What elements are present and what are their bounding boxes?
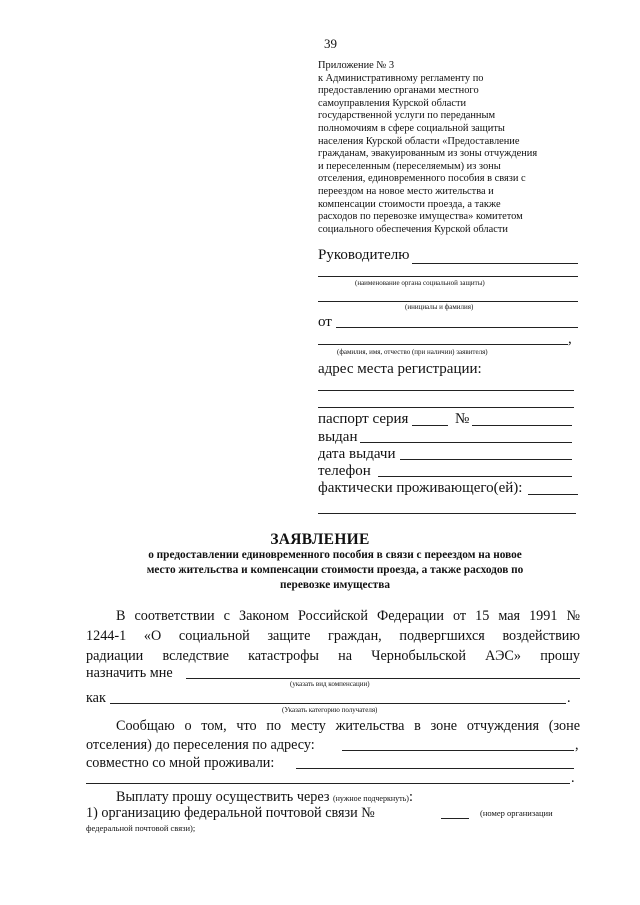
body-line: Сообщаю о том, что по месту жительства в зоне отчуждения (зоне: [116, 718, 580, 734]
issue-date-field[interactable]: [400, 459, 572, 460]
appendix-line: переездом на новое место жительства и: [318, 185, 494, 197]
appendix-line: компенсации стоимости проезда, а также: [318, 198, 501, 210]
body-line: совместно со мной проживали:: [86, 755, 275, 771]
appendix-line: самоуправления Курской области: [318, 97, 467, 109]
option-post-office[interactable]: 1) организацию федеральной почтовой связи №: [86, 805, 375, 821]
from-field[interactable]: [336, 327, 578, 328]
initials-caption: (инициалы и фамилия): [405, 303, 474, 311]
address-label: адрес места регистрации:: [318, 361, 482, 377]
appendix-line: отселения, единовременного пособия в связи с: [318, 173, 526, 185]
body-line: отселения) до переселения по адресу:: [86, 737, 315, 753]
compensation-type-field[interactable]: [186, 678, 580, 679]
document-title: ЗАЯВЛЕНИЕ: [270, 531, 370, 548]
organ-name-caption: (наименование органа социальной защиты): [355, 279, 485, 287]
appendix-block: [318, 60, 588, 236]
phone-label: телефон: [318, 463, 371, 479]
passport-number-field[interactable]: [472, 425, 572, 426]
from-field-2[interactable]: [318, 344, 568, 345]
document-subtitle: [100, 548, 570, 593]
cohabitants-field-2[interactable]: [86, 783, 570, 784]
actual-residence-label: фактически проживающего(ей):: [318, 480, 523, 496]
passport-label: паспорт серия: [318, 411, 409, 427]
post-office-note: (номер организации: [480, 808, 553, 818]
payment-label: Выплату прошу осуществить через: [116, 789, 330, 805]
recipient-field[interactable]: [412, 263, 578, 264]
appendix-line: и переселенным (переселяемым) из зоны: [318, 160, 501, 172]
issued-label: выдан: [318, 429, 358, 445]
appendix-line: населения Курской области «Предоставление: [318, 135, 520, 147]
appendix-line: предоставлению органами местного: [318, 85, 479, 97]
actual-residence-field-2[interactable]: [318, 513, 576, 514]
post-office-number-field[interactable]: [441, 818, 469, 819]
cohabitants-dot: .: [571, 770, 575, 786]
recipient-category-field[interactable]: [110, 703, 566, 704]
page-number: 39: [324, 36, 337, 51]
issued-field[interactable]: [360, 442, 572, 443]
subtitle-line: о предоставлении единовременного пособия в связи с переездом на новое: [148, 549, 522, 561]
payment-note: (нужное подчеркнуть): [332, 794, 409, 803]
category-caption: (Указать категорию получателя): [282, 706, 378, 714]
appendix-line: Приложение № 3: [318, 60, 395, 71]
body-line: 1244-1 «О социальной защите граждан, подвергшихся воздействию: [86, 628, 580, 644]
compensation-caption: (указать вид компенсации): [290, 680, 370, 688]
address-field-2[interactable]: [318, 407, 574, 408]
appendix-line: к Административному регламенту по: [318, 72, 484, 84]
subtitle-line: перевозке имущества: [280, 579, 390, 591]
cohabitants-field[interactable]: [296, 768, 574, 769]
address-field-1[interactable]: [318, 390, 574, 391]
recipient-label: Руководителю: [318, 247, 410, 263]
as-label: как: [86, 690, 106, 706]
body-line: В соответствии с Законом Российской Федерации от 15 мая 1991 №: [116, 608, 580, 624]
previous-address-comma: ,: [575, 737, 579, 753]
organ-name-field[interactable]: [318, 276, 578, 277]
from-label: от: [318, 314, 332, 330]
assign-label: назначить мне: [86, 665, 173, 681]
from-comma: ,: [568, 331, 572, 347]
appendix-line: социального обеспечения Курской области: [318, 223, 508, 235]
subtitle-line: место жительства и компенсации стоимости проезда, а также расходов по: [146, 564, 524, 576]
initials-field[interactable]: [318, 301, 578, 302]
appendix-line: полномочиям в сфере социальной защиты: [318, 122, 505, 134]
as-dot: .: [567, 690, 571, 706]
appendix-line: расходов по перевозке имущества» комитетом: [318, 211, 523, 223]
payment-colon: :: [408, 789, 413, 805]
passport-series-field[interactable]: [412, 425, 448, 426]
appendix-line: государственной услуги по переданным: [318, 110, 496, 122]
issue-date-label: дата выдачи: [318, 446, 396, 462]
passport-number-sign: №: [455, 411, 470, 427]
phone-field[interactable]: [378, 476, 572, 477]
actual-residence-field[interactable]: [528, 494, 578, 495]
previous-address-field[interactable]: [342, 750, 574, 751]
appendix-line: гражданам, эвакуированным из зоны отчуждения: [318, 148, 538, 160]
post-office-note-2: федеральной почтовой связи);: [86, 823, 196, 833]
fio-caption: (фамилия, имя, отчество (при наличии) заявителя): [337, 348, 488, 356]
body-line: радиации вследствие катастрофы на Чернобыльской АЭС» прошу: [86, 648, 580, 664]
